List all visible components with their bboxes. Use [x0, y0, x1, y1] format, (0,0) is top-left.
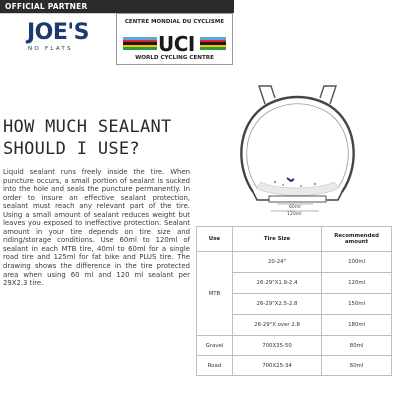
amount-cell: 100ml [322, 252, 392, 273]
header-tire-size: Tire Size [232, 227, 321, 252]
amount-cell: 120ml [322, 273, 392, 294]
table-row [197, 356, 392, 376]
header-recommended-amount: Recommended amount [322, 227, 392, 252]
uci-wordmark: UCI [158, 32, 195, 56]
label-60ml: 60ml [289, 205, 301, 210]
uci-logo [116, 13, 233, 65]
table-row [197, 252, 392, 273]
title-line-2: SHOULD I USE? [3, 139, 140, 159]
tire-cross-section-diagram [235, 84, 360, 220]
use-road: Road [197, 356, 233, 376]
body-paragraph: Liquid sealant runs freely inside the tire. When puncture occurs, a small portion of sealant is sucked into the hole and seals the puncture permanently. In order to insure an effective sealant protection, sealant must reach any relevant part of the tire. Using a small amount of sealant reduces weight but leaves you exposed to ineffective protection. Sealant amount in your tire depends on tire size and riding/storage conditions. Use 60ml to 120ml of sealant in each MTB tire, 40ml to 60ml for a single road tire and 125ml for fat bike and PLUS tire. The drawing shows the difference in the tire protected area when using 60 ml and 120 ml sealant per 29X2.3 tire. [3, 168, 190, 288]
uci-rainbow-stripes-right [200, 37, 226, 50]
header-use: Use [197, 227, 233, 252]
uci-top-text: CENTRE MONDIAL DU CYCLISME [124, 19, 225, 25]
uci-bottom-text: WORLD CYCLING CENTRE [135, 55, 214, 61]
table-header-row [197, 227, 392, 252]
amount-cell: 80ml [322, 336, 392, 356]
table-row [197, 336, 392, 356]
tire-size-cell: 26-29"X2.5-2.8 [232, 294, 321, 315]
official-partner-bar [0, 0, 234, 13]
page-title [3, 116, 233, 160]
title-line-1: HOW MUCH SEALANT [3, 117, 172, 137]
label-120ml: 120ml [287, 212, 302, 217]
joes-tagline: NO FLATS [28, 46, 73, 52]
use-gravel: Gravel [197, 336, 233, 356]
joes-brand-name: JOE'S [27, 20, 89, 45]
official-partner-label: OFFICIAL PARTNER [5, 2, 88, 11]
amount-cell: 150ml [322, 294, 392, 315]
tire-size-cell: 26-29"X1.9-2.4 [232, 273, 321, 294]
sealant-amount-table [196, 226, 392, 376]
amount-cell: 60ml [322, 356, 392, 376]
amount-cell: 180ml [322, 315, 392, 336]
tire-size-cell: 700X25-34 [232, 356, 321, 376]
tire-size-cell: 20-24" [232, 252, 321, 273]
tire-size-cell: 26-29"X over 2.8 [232, 315, 321, 336]
uci-rainbow-stripes [123, 37, 157, 50]
use-mtb: MTB [197, 252, 233, 336]
tire-size-cell: 700X35-50 [232, 336, 321, 356]
